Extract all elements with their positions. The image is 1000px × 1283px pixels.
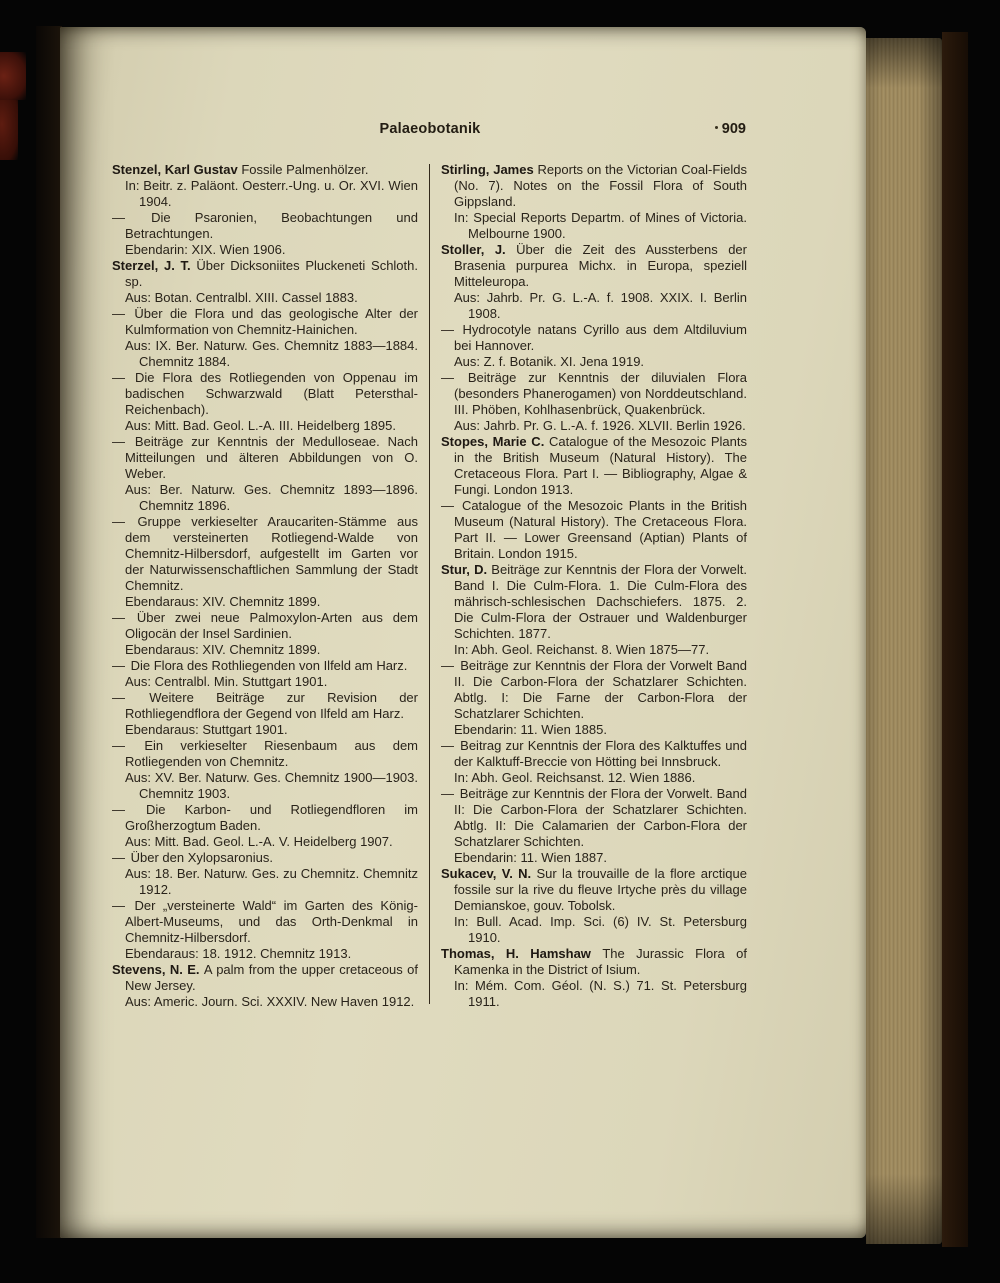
- same-author-dash: —: [112, 738, 145, 753]
- page-content: [112, 121, 748, 1010]
- entry-reference: Aus: IX. Ber. Naturw. Ges. Chemnitz 1883—1884. Chemnitz 1884.: [125, 338, 418, 369]
- left-column: [112, 162, 418, 1010]
- entry-reference: Aus: Jahrb. Pr. G. L.-A. f. 1908. XXIX. I. Berlin 1908.: [454, 290, 747, 321]
- same-author-dash: —: [441, 322, 463, 337]
- bibliography-entry: [112, 610, 418, 658]
- entry-title: — Über den Xylopsaronius.: [112, 850, 273, 865]
- text-columns: [112, 162, 748, 1010]
- same-author-dash: —: [112, 306, 135, 321]
- entry-reference: In: Bull. Acad. Imp. Sci. (6) IV. St. Petersburg 1910.: [454, 914, 747, 945]
- bibliography-entry: [112, 802, 418, 850]
- page-header: [112, 121, 748, 162]
- bibliography-entry: [112, 306, 418, 370]
- bibliography-entry: [112, 514, 418, 610]
- page-fore-edge: [866, 38, 942, 1244]
- bibliography-entry: [112, 658, 418, 690]
- same-author-dash: —: [112, 610, 137, 625]
- entry-title: — Die Karbon- und Rotliegendfloren im Großherzogtum Baden.: [112, 802, 418, 833]
- author-name: Stopes, Marie C.: [441, 434, 549, 449]
- entry-title: — Catalogue of the Mesozoic Plants in the British Museum (Natural History). The Cretaceous Flora. Part II. — Lower Greensand (Aptian) Plants of Britain. London 1915.: [441, 498, 747, 561]
- bibliography-entry: [441, 498, 747, 562]
- bibliography-entry: [441, 370, 747, 434]
- bibliography-entry: [441, 786, 747, 866]
- entry-title: Thomas, H. Hamshaw The Jurassic Flora of Kamenka in the District of Isium.: [441, 946, 748, 977]
- bibliography-entry: [112, 850, 418, 898]
- entry-reference: Aus: Americ. Journ. Sci. XXXIV. New Haven 1912.: [125, 994, 415, 1009]
- entry-title: Stenzel, Karl Gustav Fossile Palmenhölzer.: [112, 162, 369, 177]
- same-author-dash: —: [441, 498, 462, 513]
- entry-title: Stopes, Marie C. Catalogue of the Mesozoic Plants in the British Museum (Natural History). The Cretaceous Flora. Part I. — Bibliography, Algae & Fungi. London 1913.: [441, 434, 747, 497]
- column-divider-rule: [429, 164, 430, 1004]
- entry-title: — Die Psaronien, Beobachtungen und Betrachtungen.: [112, 210, 418, 241]
- entry-title: Stirling, James Reports on the Victorian Coal-Fields (No. 7). Notes on the Fossil Flora of South Gippsland.: [441, 162, 747, 209]
- author-name: Stirling, James: [441, 162, 538, 177]
- entry-reference: Aus: Ber. Naturw. Ges. Chemnitz 1893—1896. Chemnitz 1896.: [125, 482, 418, 513]
- entry-reference: Aus: Mitt. Bad. Geol. L.-A. III. Heidelberg 1895.: [125, 418, 396, 433]
- same-author-dash: —: [112, 370, 136, 385]
- entry-title: — Beitrag zur Kenntnis der Flora des Kalktuffes und der Kalktuff-Breccie von Hötting bei Innsbruck.: [441, 738, 747, 769]
- same-author-dash: —: [112, 658, 131, 673]
- bibliography-entry: [112, 738, 418, 802]
- entry-reference: Ebendarin: XIX. Wien 1906.: [125, 242, 286, 257]
- bibliography-entry: [441, 562, 747, 658]
- entry-title: Stur, D. Beiträge zur Kenntnis der Flora der Vorwelt. Band I. Die Culm-Flora. 1. Die Culm-Flora des mährisch-schlesischen Dachschiefers. 1875. 2. Die Culm-Flora der Ostrauer und Waldenburger Schichten. 1877.: [441, 562, 747, 641]
- same-author-dash: —: [112, 802, 147, 817]
- bibliography-entry: [112, 434, 418, 514]
- entry-title: — Ein verkieselter Riesenbaum aus dem Rotliegenden von Chemnitz.: [112, 738, 418, 769]
- bibliography-entry: [112, 962, 418, 1010]
- same-author-dash: —: [441, 370, 468, 385]
- same-author-dash: —: [112, 850, 131, 865]
- entry-reference: Aus: Z. f. Botanik. XI. Jena 1919.: [454, 354, 645, 369]
- entry-title: Sukacev, V. N. Sur la trouvaille de la flore arctique fossile sur la rive du fleuve Irtyche près du village Demianskoe, gouv. Tobolsk.: [441, 866, 747, 913]
- entry-title: — Beiträge zur Kenntnis der Flora der Vorwelt. Band II: Die Carbon-Flora der Schatzlarer Schichten. Abtlg. II: Die Calamarien der Carbon-Flora der Schatzlarer Schichten.: [441, 786, 747, 849]
- bibliography-entry: [112, 210, 418, 258]
- cover-red-mark: [0, 100, 18, 160]
- bibliography-entry: [441, 658, 747, 738]
- entry-reference: Aus: Botan. Centralbl. XIII. Cassel 1883.: [125, 290, 358, 305]
- running-head: Palaeobotanik: [379, 121, 481, 137]
- same-author-dash: —: [441, 658, 461, 673]
- author-name: Sterzel, J. T.: [112, 258, 197, 273]
- bibliography-entry: [112, 370, 418, 434]
- entry-reference: Aus: 18. Ber. Naturw. Ges. zu Chemnitz. Chemnitz 1912.: [125, 866, 418, 897]
- author-name: Stur, D.: [441, 562, 492, 577]
- entry-title: — Der „versteinerte Wald“ im Garten des König-Albert-Museums, und das Orth-Denkmal in Chemnitz-Hilbersdorf.: [112, 898, 418, 945]
- author-name: Stenzel, Karl Gustav: [112, 162, 242, 177]
- bibliography-entry: [441, 434, 747, 498]
- entry-reference: Aus: Jahrb. Pr. G. L.-A. f. 1926. XLVII. Berlin 1926.: [454, 418, 746, 433]
- same-author-dash: —: [441, 786, 460, 801]
- entry-reference: Ebendarin: 11. Wien 1885.: [454, 722, 607, 737]
- entry-reference: Ebendaraus: XIV. Chemnitz 1899.: [125, 594, 321, 609]
- bibliography-entry: [441, 738, 747, 786]
- entry-reference: In: Beitr. z. Paläont. Oesterr.-Ung. u. Or. XVI. Wien 1904.: [125, 178, 418, 209]
- entry-reference: In: Mém. Com. Géol. (N. S.) 71. St. Petersburg 1911.: [454, 978, 747, 1009]
- same-author-dash: —: [112, 434, 135, 449]
- entry-title: Stoller, J. Über die Zeit des Aussterbens der Brasenia purpurea Michx. in Europa, speziell Mitteleuropa.: [441, 242, 747, 289]
- bibliography-entry: [112, 690, 418, 738]
- author-name: Sukacev, V. N.: [441, 866, 537, 881]
- entry-title: — Weitere Beiträge zur Revision der Rothliegendflora der Gegend von Ilfeld am Harz.: [112, 690, 418, 721]
- same-author-dash: —: [112, 514, 138, 529]
- entry-title: — Beiträge zur Kenntnis der Medulloseae. Nach Mitteilungen und älteren Abbildungen von O. Weber.: [112, 434, 418, 481]
- page-number: 909: [715, 121, 746, 137]
- entry-title: Stevens, N. E. A palm from the upper cretaceous of New Jersey.: [112, 962, 418, 993]
- entry-reference: In: Abh. Geol. Reichsanst. 12. Wien 1886.: [454, 770, 696, 785]
- entry-reference: Ebendaraus: XIV. Chemnitz 1899.: [125, 642, 321, 657]
- entry-title: — Gruppe verkieselter Araucariten-Stämme aus dem versteinerten Rotliegend-Walde von Chemnitz-Hilbersdorf, aufgestellt im Garten vor der Naturwissenschaftlichen Sammlung der Stadt Chemnitz.: [112, 514, 418, 593]
- entry-reference: In: Abh. Geol. Reichanst. 8. Wien 1875—77.: [454, 642, 710, 657]
- bibliography-entry: [441, 322, 747, 370]
- same-author-dash: —: [112, 690, 150, 705]
- bibliography-entry: [112, 258, 418, 306]
- same-author-dash: —: [441, 738, 461, 753]
- right-column: [441, 162, 747, 1010]
- entry-reference: Ebendaraus: 18. 1912. Chemnitz 1913.: [125, 946, 352, 961]
- author-name: Stevens, N. E.: [112, 962, 204, 977]
- entry-title: — Die Flora des Rotliegenden von Oppenau im badischen Schwarzwald (Blatt Petersthal-Reichenbach).: [112, 370, 418, 417]
- bibliography-entry: [112, 898, 418, 962]
- entry-reference: Ebendaraus: Stuttgart 1901.: [125, 722, 288, 737]
- entry-title: — Hydrocotyle natans Cyrillo aus dem Altdiluvium bei Hannover.: [441, 322, 747, 353]
- entry-reference: Aus: Mitt. Bad. Geol. L.-A. V. Heidelberg 1907.: [125, 834, 393, 849]
- entry-reference: In: Special Reports Departm. of Mines of Victoria. Melbourne 1900.: [454, 210, 747, 241]
- entry-title: — Beiträge zur Kenntnis der Flora der Vorwelt Band II. Die Carbon-Flora der Schatzlarer Schichten. Abtlg. I: Die Farne der Carbon-Flora der Schatzlarer Schichten.: [441, 658, 747, 721]
- same-author-dash: —: [112, 898, 135, 913]
- cover-red-mark: [0, 52, 26, 100]
- entry-title: — Die Flora des Rothliegenden von Ilfeld am Harz.: [112, 658, 408, 673]
- entry-title: — Beiträge zur Kenntnis der diluvialen Flora (besonders Phanerogamen) von Norddeutschland. III. Phöben, Kohlhasenbrück, Quakenbrück.: [441, 370, 747, 417]
- entry-title: — Über zwei neue Palmoxylon-Arten aus dem Oligocän der Insel Sardinien.: [112, 610, 418, 641]
- bibliography-entry: [441, 946, 747, 1010]
- entry-reference: Aus: XV. Ber. Naturw. Ges. Chemnitz 1900—1903. Chemnitz 1903.: [125, 770, 418, 801]
- book-spine: [36, 26, 62, 1238]
- entry-title: Sterzel, J. T. Über Dicksoniites Pluckeneti Schloth. sp.: [112, 258, 418, 289]
- bibliography-entry: [441, 866, 747, 946]
- bibliography-entry: [441, 242, 747, 322]
- bibliography-entry: [441, 162, 747, 242]
- entry-title: — Über die Flora und das geologische Alter der Kulmformation von Chemnitz-Hainichen.: [112, 306, 419, 337]
- entry-reference: Aus: Centralbl. Min. Stuttgart 1901.: [125, 674, 328, 689]
- author-name: Stoller, J.: [441, 242, 517, 257]
- book-cover-edge: [942, 32, 968, 1247]
- entry-reference: Ebendarin: 11. Wien 1887.: [454, 850, 607, 865]
- same-author-dash: —: [112, 210, 152, 225]
- bibliography-entry: [112, 162, 418, 210]
- author-name: Thomas, H. Hamshaw: [441, 946, 603, 961]
